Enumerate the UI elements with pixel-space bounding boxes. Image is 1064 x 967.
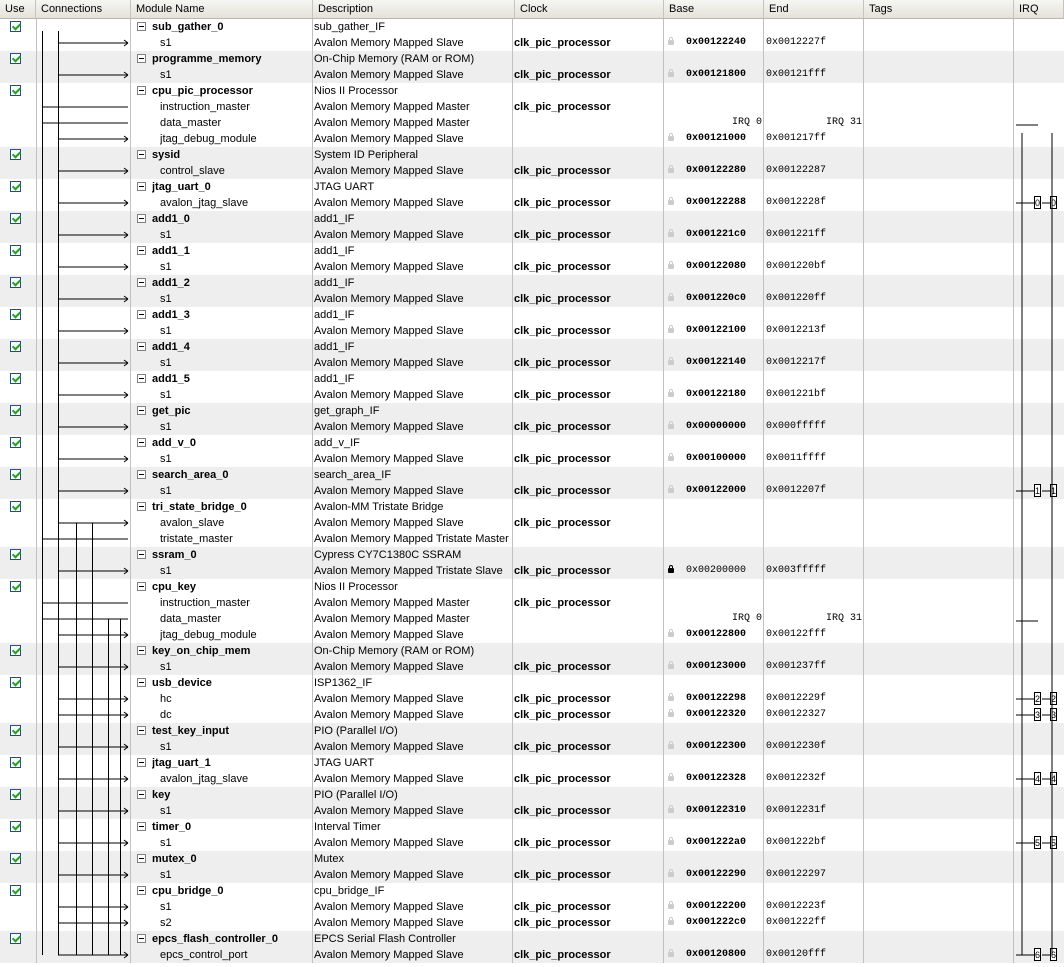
clock-select[interactable]: clk_pic_processor xyxy=(514,197,611,209)
interface-name: s1 xyxy=(160,741,172,753)
clock-select[interactable]: clk_pic_processor xyxy=(514,325,611,337)
irq-number[interactable]: 6 xyxy=(1035,950,1041,960)
interface-name: s1 xyxy=(160,565,172,577)
module-name: add1_4 xyxy=(152,341,190,353)
end-address: 0x0012207f xyxy=(766,485,827,496)
interface-name: dc xyxy=(160,709,172,721)
irq-number[interactable]: 1 xyxy=(1051,486,1057,496)
interface-description: Avalon Memory Mapped Slave xyxy=(314,693,464,705)
module-description: EPCS Serial Flash Controller xyxy=(314,933,456,945)
end-address: 0x003fffff xyxy=(766,565,827,576)
interface-description: Avalon Memory Mapped Slave xyxy=(314,293,464,305)
end-address: 0x001222ff xyxy=(766,917,827,928)
module-name: timer_0 xyxy=(152,821,192,833)
module-description: add_v_IF xyxy=(314,437,360,449)
base-address[interactable]: 0x00122298 xyxy=(686,693,747,704)
clock-select[interactable]: clk_pic_processor xyxy=(514,261,611,273)
module-name: add1_5 xyxy=(152,373,190,385)
header-irq[interactable]: IRQ xyxy=(1014,0,1064,18)
interface-name: jtag_debug_module xyxy=(160,133,257,145)
clock-select[interactable]: clk_pic_processor xyxy=(514,229,611,241)
module-description: Mutex xyxy=(314,853,344,865)
clock-select[interactable]: clk_pic_processor xyxy=(514,661,611,673)
end-address: 0x0012228f xyxy=(766,197,827,208)
interface-description: Avalon Memory Mapped Slave xyxy=(314,325,464,337)
module-description: Nios II Processor xyxy=(314,581,398,593)
interface-description: Avalon Memory Mapped Slave xyxy=(314,229,464,241)
end-address: 0x001237ff xyxy=(766,661,827,672)
clock-select[interactable]: clk_pic_processor xyxy=(514,453,611,465)
module-name: add1_3 xyxy=(152,309,190,321)
interface-description: Avalon Memory Mapped Slave xyxy=(314,133,464,145)
clock-select[interactable]: clk_pic_processor xyxy=(514,485,611,497)
module-description: sub_gather_IF xyxy=(314,21,385,33)
module-description: cpu_bridge_IF xyxy=(314,885,385,897)
interface-name: s1 xyxy=(160,357,172,369)
end-address: 0x001221bf xyxy=(766,389,827,400)
base-address[interactable]: 0x00122290 xyxy=(686,869,747,880)
base-address[interactable]: 0x00122320 xyxy=(686,709,747,720)
end-address: 0x00120fff xyxy=(766,949,827,960)
interface-description: Avalon Memory Mapped Slave xyxy=(314,805,464,817)
interface-description: Avalon Memory Mapped Slave xyxy=(314,197,464,209)
interface-name: jtag_debug_module xyxy=(160,629,257,641)
end-address: 0x001222bf xyxy=(766,837,827,848)
end-address: 0x0012227f xyxy=(766,37,827,48)
module-description: PIO (Parallel I/O) xyxy=(314,789,398,801)
irq-number[interactable]: 3 xyxy=(1051,710,1057,720)
interface-description: Avalon Memory Mapped Slave xyxy=(314,37,464,49)
clock-select[interactable]: clk_pic_processor xyxy=(514,805,611,817)
irq-number[interactable]: 0 xyxy=(1035,198,1041,208)
clock-select[interactable]: clk_pic_processor xyxy=(514,917,611,929)
interface-description: Avalon Memory Mapped Master xyxy=(314,597,470,609)
base-address[interactable]: 0x00100000 xyxy=(686,453,747,464)
interface-description: Avalon Memory Mapped Master xyxy=(314,613,470,625)
clock-select[interactable]: clk_pic_processor xyxy=(514,901,611,913)
interface-description: Avalon Memory Mapped Slave xyxy=(314,629,464,641)
module-description: add1_IF xyxy=(314,309,355,321)
irq-number[interactable]: 3 xyxy=(1035,710,1041,720)
module-description: JTAG UART xyxy=(314,757,375,769)
base-address[interactable]: 0x001221c0 xyxy=(686,229,747,240)
interface-description: Avalon Memory Mapped Slave xyxy=(314,517,464,529)
module-description: add1_IF xyxy=(314,341,355,353)
interface-description: Avalon Memory Mapped Tristate Slave xyxy=(314,565,503,577)
clock-select[interactable]: clk_pic_processor xyxy=(514,357,611,369)
base-address[interactable]: 0x00122288 xyxy=(686,197,747,208)
clock-select[interactable]: clk_pic_processor xyxy=(514,741,611,753)
interface-name: s1 xyxy=(160,421,172,433)
base-address[interactable]: 0x00122140 xyxy=(686,357,747,368)
interface-description: Avalon Memory Mapped Slave xyxy=(314,485,464,497)
base-address[interactable]: 0x00121800 xyxy=(686,69,747,80)
module-name: epcs_flash_controller_0 xyxy=(152,933,278,945)
irq-number[interactable]: 4 xyxy=(1051,774,1057,784)
interface-name: instruction_master xyxy=(160,101,250,113)
module-name: test_key_input xyxy=(152,725,230,737)
base-address[interactable]: 0x00121000 xyxy=(686,133,747,144)
end-address: 0x0012229f xyxy=(766,693,827,704)
interface-description: Avalon Memory Mapped Slave xyxy=(314,869,464,881)
irq-range-to: IRQ 31 xyxy=(825,613,862,624)
module-name: key_on_chip_mem xyxy=(152,645,251,657)
interface-name: s2 xyxy=(160,917,172,929)
interface-description: Avalon Memory Mapped Slave xyxy=(314,901,464,913)
irq-number[interactable]: 5 xyxy=(1051,838,1057,848)
irq-range-from: IRQ 0 xyxy=(731,613,762,624)
module-name: cpu_key xyxy=(152,581,197,593)
module-name: key xyxy=(152,789,171,801)
interface-name: avalon_jtag_slave xyxy=(160,773,249,785)
clock-select[interactable]: clk_pic_processor xyxy=(514,37,611,49)
end-address: 0x00122297 xyxy=(766,869,827,880)
irq-number[interactable]: 5 xyxy=(1035,838,1041,848)
header-module-name[interactable]: Module Name xyxy=(131,0,313,18)
end-address: 0x0012230f xyxy=(766,741,827,752)
end-address: 0x00122327 xyxy=(766,709,827,720)
module-description: Nios II Processor xyxy=(314,85,398,97)
module-name: cpu_pic_processor xyxy=(152,85,253,97)
interface-description: Avalon Memory Mapped Slave xyxy=(314,357,464,369)
module-description: On-Chip Memory (RAM or ROM) xyxy=(314,645,475,657)
irq-number[interactable]: 0 xyxy=(1051,198,1057,208)
interface-name: s1 xyxy=(160,837,172,849)
interface-description: Avalon Memory Mapped Slave xyxy=(314,165,464,177)
interface-name: s1 xyxy=(160,69,172,81)
module-name: ssram_0 xyxy=(152,549,197,561)
module-name: usb_device xyxy=(152,677,212,689)
header-end[interactable]: End xyxy=(764,0,864,18)
interface-name: s1 xyxy=(160,261,172,273)
end-address: 0x0011ffff xyxy=(766,453,827,464)
module-description: add1_IF xyxy=(314,373,355,385)
clock-select[interactable]: clk_pic_processor xyxy=(514,389,611,401)
base-address[interactable]: 0x00122800 xyxy=(686,629,747,640)
module-name: add1_1 xyxy=(152,245,190,257)
module-name: add1_2 xyxy=(152,277,190,289)
interface-description: Avalon Memory Mapped Slave xyxy=(314,741,464,753)
interface-description: Avalon Memory Mapped Slave xyxy=(314,709,464,721)
interface-description: Avalon Memory Mapped Slave xyxy=(314,261,464,273)
header-connections[interactable]: Connections xyxy=(36,0,131,18)
interface-description: Avalon Memory Mapped Tristate Master xyxy=(314,533,509,545)
end-address: 0x001220bf xyxy=(766,261,827,272)
base-address[interactable]: 0x00122300 xyxy=(686,741,747,752)
clock-select[interactable]: clk_pic_processor xyxy=(514,709,611,721)
clock-select[interactable]: clk_pic_processor xyxy=(514,837,611,849)
clock-select[interactable]: clk_pic_processor xyxy=(514,869,611,881)
interface-description: Avalon Memory Mapped Slave xyxy=(314,389,464,401)
clock-select[interactable]: clk_pic_processor xyxy=(514,69,611,81)
irq-number[interactable]: 2 xyxy=(1035,694,1041,704)
base-address[interactable]: 0x001220c0 xyxy=(686,293,747,304)
end-address: 0x0012231f xyxy=(766,805,827,816)
base-address[interactable]: 0x00122000 xyxy=(686,485,747,496)
base-address[interactable]: 0x00000000 xyxy=(686,421,747,432)
base-address[interactable]: 0x00200000 xyxy=(686,565,747,576)
module-name: search_area_0 xyxy=(152,469,229,481)
interface-name: s1 xyxy=(160,389,172,401)
irq-number[interactable]: 1 xyxy=(1035,486,1041,496)
interface-name: s1 xyxy=(160,453,172,465)
irq-range-to: IRQ 31 xyxy=(825,117,862,128)
base-address[interactable]: 0x00122310 xyxy=(686,805,747,816)
base-address[interactable]: 0x00122200 xyxy=(686,901,747,912)
irq-number[interactable]: 4 xyxy=(1035,774,1041,784)
module-name: jtag_uart_0 xyxy=(152,181,211,193)
header-description[interactable]: Description xyxy=(313,0,515,18)
clock-select[interactable]: clk_pic_processor xyxy=(514,773,611,785)
clock-select[interactable]: clk_pic_processor xyxy=(514,693,611,705)
clock-select[interactable]: clk_pic_processor xyxy=(514,949,611,961)
irq-number[interactable]: 2 xyxy=(1051,694,1057,704)
interface-name: s1 xyxy=(160,901,172,913)
module-description: Interval Timer xyxy=(314,821,381,833)
module-description: ISP1362_IF xyxy=(314,677,373,689)
interface-description: Avalon Memory Mapped Slave xyxy=(314,661,464,673)
header-base[interactable]: Base xyxy=(664,0,764,18)
interface-name: tristate_master xyxy=(160,533,233,545)
module-description: add1_IF xyxy=(314,245,355,257)
base-address[interactable]: 0x00123000 xyxy=(686,661,747,672)
clock-select[interactable]: clk_pic_processor xyxy=(514,165,611,177)
end-address: 0x0012223f xyxy=(766,901,827,912)
module-description: On-Chip Memory (RAM or ROM) xyxy=(314,53,475,65)
module-description: search_area_IF xyxy=(314,469,392,481)
base-address[interactable]: 0x00120800 xyxy=(686,949,747,960)
base-address[interactable]: 0x00122328 xyxy=(686,773,747,784)
module-name: sub_gather_0 xyxy=(152,21,224,33)
base-address[interactable]: 0x00122240 xyxy=(686,37,747,48)
irq-range-from: IRQ 0 xyxy=(731,117,762,128)
module-name: jtag_uart_1 xyxy=(152,757,211,769)
module-description: JTAG UART xyxy=(314,181,375,193)
end-address: 0x001217ff xyxy=(766,133,827,144)
module-description: get_graph_IF xyxy=(314,405,380,417)
module-name: add_v_0 xyxy=(152,437,197,449)
interface-name: s1 xyxy=(160,485,172,497)
clock-select[interactable]: clk_pic_processor xyxy=(514,597,611,609)
interface-description: Avalon Memory Mapped Slave xyxy=(314,69,464,81)
interface-description: Avalon Memory Mapped Slave xyxy=(314,837,464,849)
interface-description: Avalon Memory Mapped Slave xyxy=(314,421,464,433)
interface-name: data_master xyxy=(160,613,222,625)
end-address: 0x00122287 xyxy=(766,165,827,176)
interface-name: s1 xyxy=(160,661,172,673)
interface-description: Avalon Memory Mapped Master xyxy=(314,117,470,129)
end-address: 0x000fffff xyxy=(766,421,827,432)
end-address: 0x001221ff xyxy=(766,229,827,240)
module-description: Avalon-MM Tristate Bridge xyxy=(314,501,444,513)
interface-description: Avalon Memory Mapped Master xyxy=(314,101,470,113)
interface-description: Avalon Memory Mapped Slave xyxy=(314,773,464,785)
module-name: get_pic xyxy=(152,405,191,417)
module-name: tri_state_bridge_0 xyxy=(152,501,247,513)
end-address: 0x001220ff xyxy=(766,293,827,304)
header-tags[interactable]: Tags xyxy=(864,0,1014,18)
interface-name: s1 xyxy=(160,869,172,881)
module-description: add1_IF xyxy=(314,277,355,289)
module-description: Cypress CY7C1380C SSRAM xyxy=(314,549,462,561)
interface-name: s1 xyxy=(160,37,172,49)
base-address[interactable]: 0x00122180 xyxy=(686,389,747,400)
base-address[interactable]: 0x00122080 xyxy=(686,261,747,272)
interface-name: instruction_master xyxy=(160,597,250,609)
end-address: 0x0012213f xyxy=(766,325,827,336)
irq-number[interactable]: 6 xyxy=(1051,950,1057,960)
interface-name: control_slave xyxy=(160,165,225,177)
interface-description: Avalon Memory Mapped Slave xyxy=(314,949,464,961)
interface-name: s1 xyxy=(160,293,172,305)
base-address[interactable]: 0x00122280 xyxy=(686,165,747,176)
header-clock[interactable]: Clock xyxy=(515,0,664,18)
module-name: sysid xyxy=(152,149,181,161)
interface-name: avalon_slave xyxy=(160,517,225,529)
base-address[interactable]: 0x00122100 xyxy=(686,325,747,336)
interface-name: epcs_control_port xyxy=(160,949,248,961)
module-description: PIO (Parallel I/O) xyxy=(314,725,398,737)
interface-name: hc xyxy=(160,693,172,705)
end-address: 0x0012232f xyxy=(766,773,827,784)
header-use[interactable]: Use xyxy=(0,0,36,18)
end-address: 0x00122fff xyxy=(766,629,827,640)
clock-select[interactable]: clk_pic_processor xyxy=(514,421,611,433)
module-name: add1_0 xyxy=(152,213,190,225)
interface-description: Avalon Memory Mapped Slave xyxy=(314,453,464,465)
clock-select[interactable]: clk_pic_processor xyxy=(514,565,611,577)
clock-select[interactable]: clk_pic_processor xyxy=(514,101,611,113)
interface-name: data_master xyxy=(160,117,222,129)
interface-description: Avalon Memory Mapped Slave xyxy=(314,917,464,929)
clock-select[interactable]: clk_pic_processor xyxy=(514,293,611,305)
module-name: cpu_bridge_0 xyxy=(152,885,224,897)
interface-name: s1 xyxy=(160,229,172,241)
module-name: programme_memory xyxy=(152,53,262,65)
end-address: 0x00121fff xyxy=(766,69,827,80)
interface-name: s1 xyxy=(160,325,172,337)
end-address: 0x0012217f xyxy=(766,357,827,368)
clock-select[interactable]: clk_pic_processor xyxy=(514,517,611,529)
interface-name: avalon_jtag_slave xyxy=(160,197,249,209)
base-address[interactable]: 0x001222c0 xyxy=(686,917,747,928)
module-description: System ID Peripheral xyxy=(314,149,418,161)
module-name: mutex_0 xyxy=(152,853,197,865)
module-description: add1_IF xyxy=(314,213,355,225)
interface-name: s1 xyxy=(160,805,172,817)
base-address[interactable]: 0x001222a0 xyxy=(686,837,747,848)
